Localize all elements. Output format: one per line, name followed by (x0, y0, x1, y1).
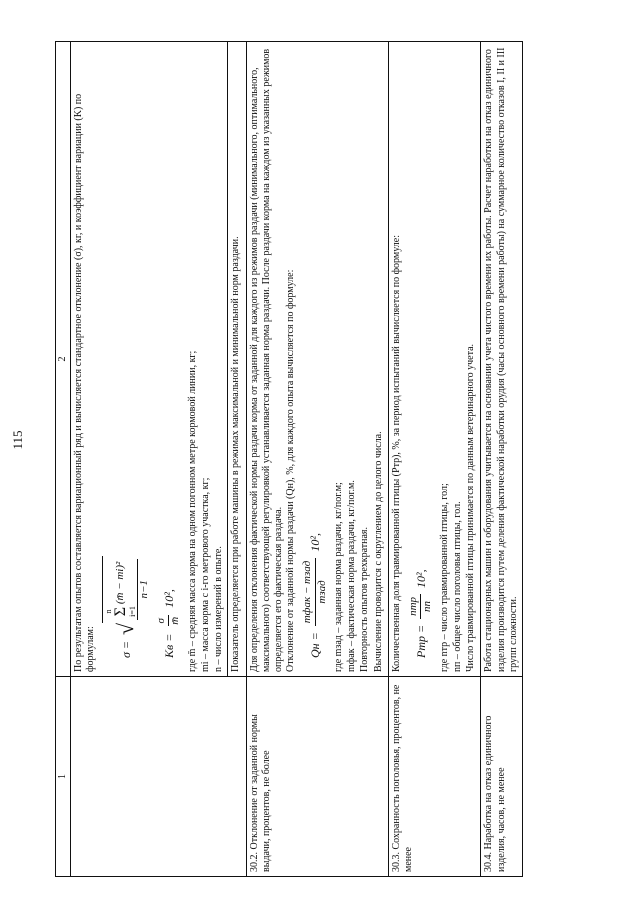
column-header-2: 2 (56, 42, 71, 677)
table-header-row (56, 42, 71, 877)
rounding-note: Вычисление проводится с округлением до целого числа. (372, 431, 384, 672)
injured-formula-numerator: nтр (407, 594, 421, 619)
deviation-formula-tail: 10², (307, 533, 322, 552)
requirements-table (55, 41, 523, 877)
injured-formula-lhs: Pтр = (413, 624, 428, 658)
sigma-formula-lhs: σ = (118, 640, 133, 658)
definition-mean-mass: где m̄ – средняя масса корма на одном погонном метре кормовой линии, кг; (186, 350, 198, 672)
sum-lower-limit: i=1 (127, 606, 137, 617)
injured-birds-intro: Количественная доля травмированной птицы (Pтр), %, за период испытаний вычисляется по формуле: (390, 235, 402, 672)
deviation-formula-denominator: mзад (315, 580, 328, 604)
definition-m-fak: mфак – фактическая норма раздачи, кг/пог.м. (346, 480, 358, 672)
mode-note: Показатель определяется при работе машины в режимах максимальной и минимальной норм раздачи. (230, 236, 242, 672)
deviation-paragraph: Для определения отклонения фактической нормы раздачи корма от заданной для каждого из режимов раздачи (минимального, оптимального, максимального) соответствующей регулировкой устанавливается заданная норма раздачи. После раздачи корма на каждом из указанных режимов определяется его фактическая раздача. (248, 48, 284, 672)
deviation-formula (301, 46, 329, 658)
row3-content-cell (388, 42, 481, 677)
sigma-formula-numerator: (m̄ − mi)² (113, 561, 126, 605)
injured-formula (407, 46, 435, 658)
veterinary-note: Число травмированной птицы принимается по данным ветеринарного учета. (465, 343, 477, 672)
row2-label-cell: 30.2. Отклонение от заданной нормы выдачи, процентов, не более (246, 677, 388, 877)
page-number: 115 (10, 430, 25, 450)
row4-content-cell (481, 42, 523, 677)
row1-label-cell (71, 677, 246, 877)
table-row (71, 42, 246, 877)
definition-m-zad: где mзад – заданная норма раздачи, кг/пог.м; (333, 482, 345, 672)
kv-formula-lhs: Kв = (161, 633, 176, 658)
row2-content-cell (246, 42, 388, 677)
kv-formula-tail: 10², (161, 589, 176, 608)
reliability-paragraph: Работа стационарных машин и оборудования учитывается на основании учета чистого времени их работы. Расчет наработки на отказ единичного изделия производится путем деления фактической наработки орудия (часы основного времени работы) на суммарное количество отказов I, II и III групп сложности. (483, 47, 519, 672)
sum-sign: n Σ i=1 (103, 606, 137, 617)
sigma-formula-denominator: n−1 (137, 580, 150, 599)
deviation-formula-intro: Отклонение от заданной нормы раздачи (Qн), %, для каждого опыта вычисляется по формуле: (285, 269, 297, 672)
injured-formula-tail: 10², (413, 569, 428, 588)
deviation-formula-numerator: mфак − mзад (301, 558, 315, 627)
kv-formula (155, 46, 183, 658)
definition-mi: mi – масса корма с i-го метрового участка, кг; (199, 477, 211, 672)
table-row (388, 42, 481, 877)
definition-n-tr: где nтр – число травмированной птицы, гол; (438, 483, 450, 672)
injured-formula-denominator: nп (421, 600, 434, 612)
definition-n: n – число измерений в опыте. (213, 546, 225, 672)
kv-formula-numerator: σ (155, 615, 169, 626)
row4-label-cell: 30.4. Наработка на отказ единичного изделия, часов, не менее (481, 677, 523, 877)
sqrt-sign: √ n Σ i=1 (m̄ − mi)² n−1 (102, 556, 151, 635)
sum-upper-limit: n (103, 609, 113, 614)
row1-content-cell (71, 42, 246, 677)
deviation-formula-lhs: Qн = (307, 632, 322, 658)
sigma-formula (102, 46, 151, 658)
variation-intro-text: По результатам опытов составляется вариационный ряд и вычисляется стандартное отклонение (σ), кг, и коэффициент вариации (K) по формулам: (73, 93, 97, 672)
definition-n-p: nп – общее число поголовья птицы, гол. (452, 501, 464, 672)
table-row (246, 42, 388, 877)
kv-formula-denominator: m̄ (169, 616, 182, 625)
row3-label-cell: 30.3. Сохранность поголовья, процентов, не менее (388, 677, 481, 877)
table-row (481, 42, 523, 877)
repetition-note: Повторность опытов трехкратная. (359, 526, 371, 672)
column-header-1: 1 (56, 677, 71, 877)
